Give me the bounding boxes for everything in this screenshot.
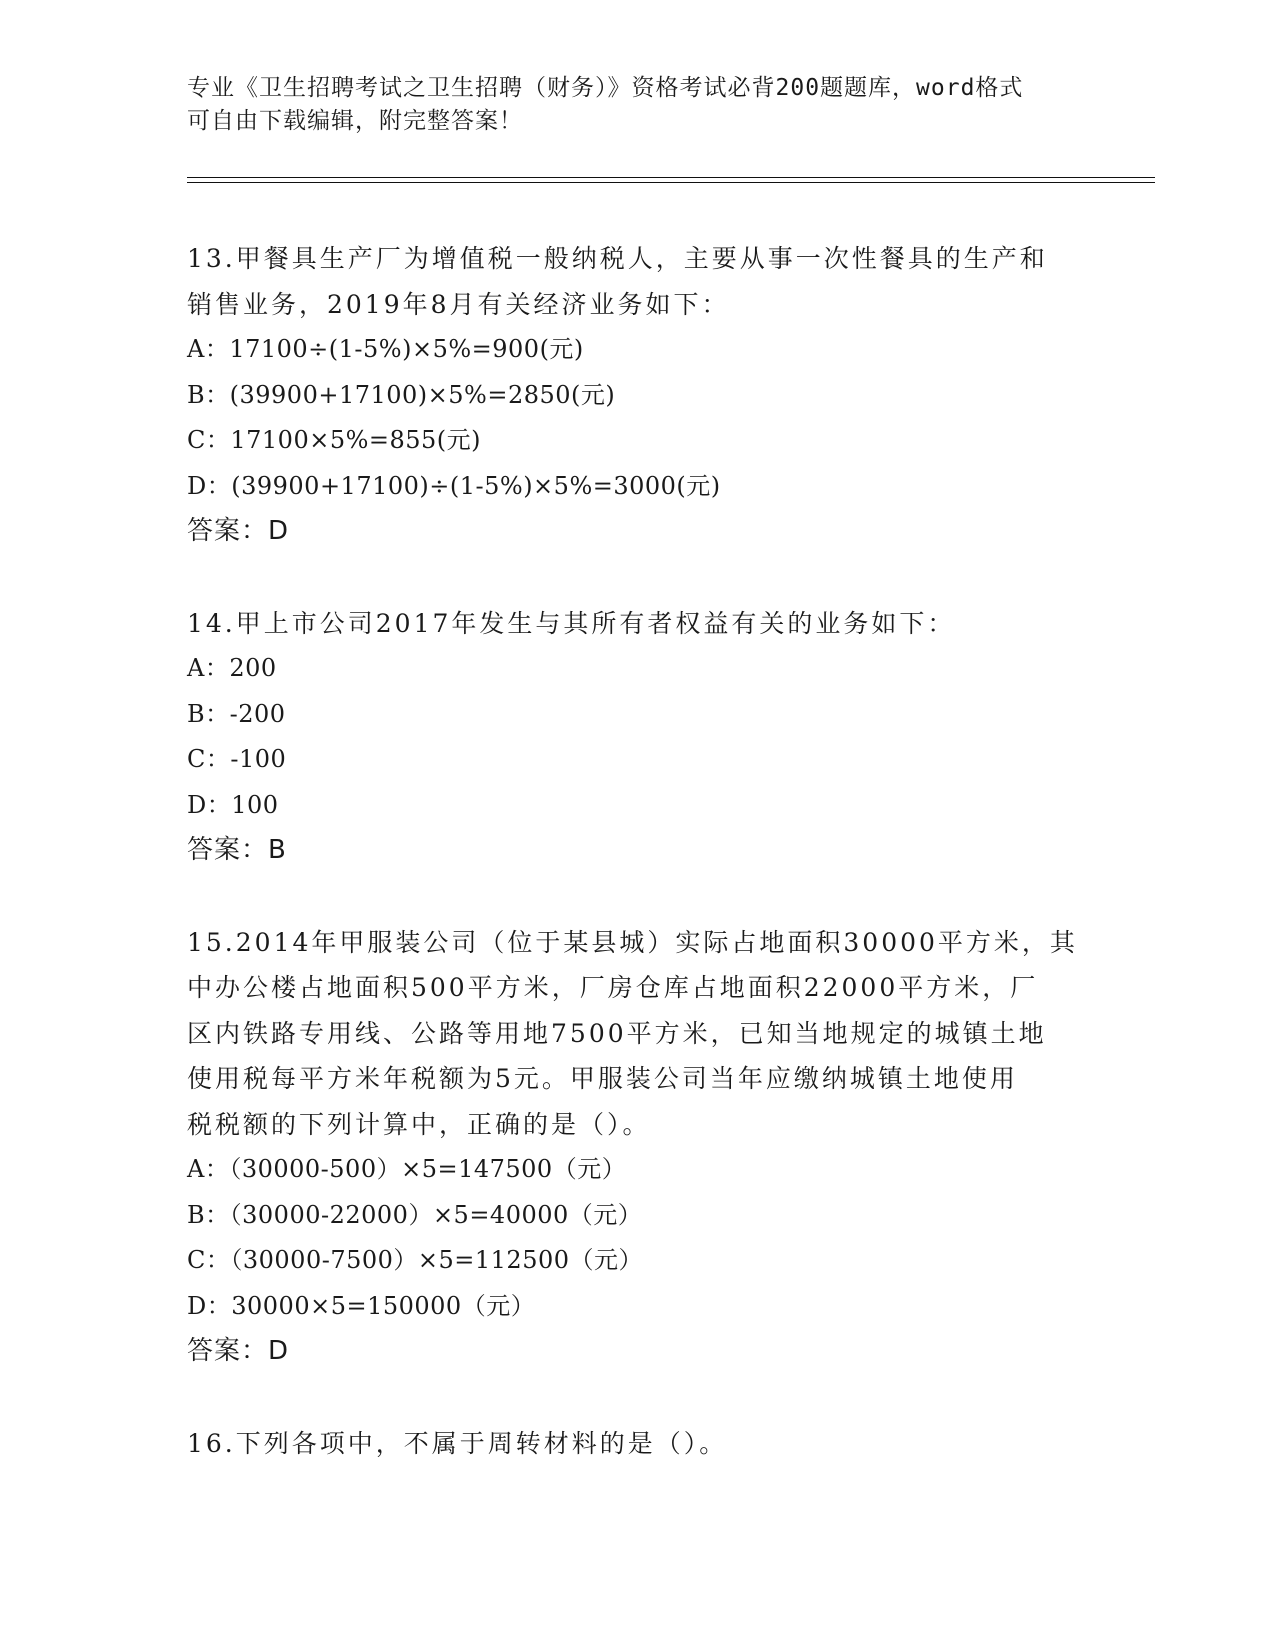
option-c: C：17100×5%=855(元) bbox=[187, 426, 482, 454]
question-stem-line: 16.下列各项中，不属于周转材料的是（）。 bbox=[187, 1428, 728, 1458]
question-14 bbox=[187, 601, 1087, 874]
question-list bbox=[187, 236, 1087, 1466]
option-d: D：(39900+17100)÷(1-5%)×5%=3000(元) bbox=[187, 471, 721, 500]
spacer bbox=[187, 1375, 1087, 1421]
option-a: A：17100÷(1-5%)×5%=900(元) bbox=[187, 335, 584, 363]
question-stem bbox=[187, 920, 1087, 1148]
option-b: B：(39900+17100)×5%=2850(元) bbox=[187, 380, 616, 409]
question-stem bbox=[187, 601, 1087, 647]
question-13 bbox=[187, 236, 1087, 555]
header-divider-top bbox=[187, 177, 1155, 178]
header-title-line-2: 可自由下载编辑，附完整答案！ bbox=[187, 108, 523, 134]
question-stem-line: 14.甲上市公司2017年发生与其所有者权益有关的业务如下： bbox=[187, 608, 956, 638]
question-stem bbox=[187, 1421, 1087, 1467]
question-stem-line: 税税额的下列计算中，正确的是（）。 bbox=[187, 1109, 651, 1139]
answer-line: 答案：D bbox=[187, 516, 290, 546]
option-d: D：30000×5=150000（元） bbox=[187, 1291, 536, 1320]
option-d: D：100 bbox=[187, 790, 279, 819]
spacer bbox=[187, 874, 1087, 920]
document-header bbox=[187, 72, 1067, 138]
option-a: A：200 bbox=[187, 654, 277, 682]
question-stem-line: 15.2014年甲服装公司（位于某县城）实际占地面积30000平方米，其 bbox=[187, 927, 1078, 957]
question-stem-line: 13.甲餐具生产厂为增值税一般纳税人，主要从事一次性餐具的生产和 bbox=[187, 244, 1048, 273]
option-a: A：（30000-500）×5=147500（元） bbox=[187, 1155, 627, 1183]
answer-line: 答案：D bbox=[187, 1336, 290, 1366]
question-16 bbox=[187, 1421, 1087, 1467]
question-stem-line: 区内铁路专用线、公路等用地7500平方米，已知当地规定的城镇土地 bbox=[187, 1018, 1047, 1048]
question-15 bbox=[187, 920, 1087, 1375]
question-stem-line: 使用税每平方米年税额为5元。甲服装公司当年应缴纳城镇土地使用 bbox=[187, 1064, 1018, 1093]
question-stem-line: 销售业务，2019年8月有关经济业务如下： bbox=[187, 289, 730, 319]
header-title-line-1: 专业《卫生招聘考试之卫生招聘（财务）》资格考试必背200题题库，word格式 bbox=[187, 75, 1024, 101]
header-divider-bottom bbox=[187, 182, 1155, 183]
option-c: C：（30000-7500）×5=112500（元） bbox=[187, 1246, 644, 1274]
option-c: C：-100 bbox=[187, 745, 287, 773]
question-stem-line: 中办公楼占地面积500平方米，厂房仓库占地面积22000平方米，厂 bbox=[187, 973, 1039, 1002]
question-stem bbox=[187, 236, 1087, 327]
option-b: B：（30000-22000）×5=40000（元） bbox=[187, 1200, 643, 1229]
spacer bbox=[187, 555, 1087, 601]
answer-line: 答案：B bbox=[187, 835, 287, 865]
option-b: B：-200 bbox=[187, 699, 286, 728]
